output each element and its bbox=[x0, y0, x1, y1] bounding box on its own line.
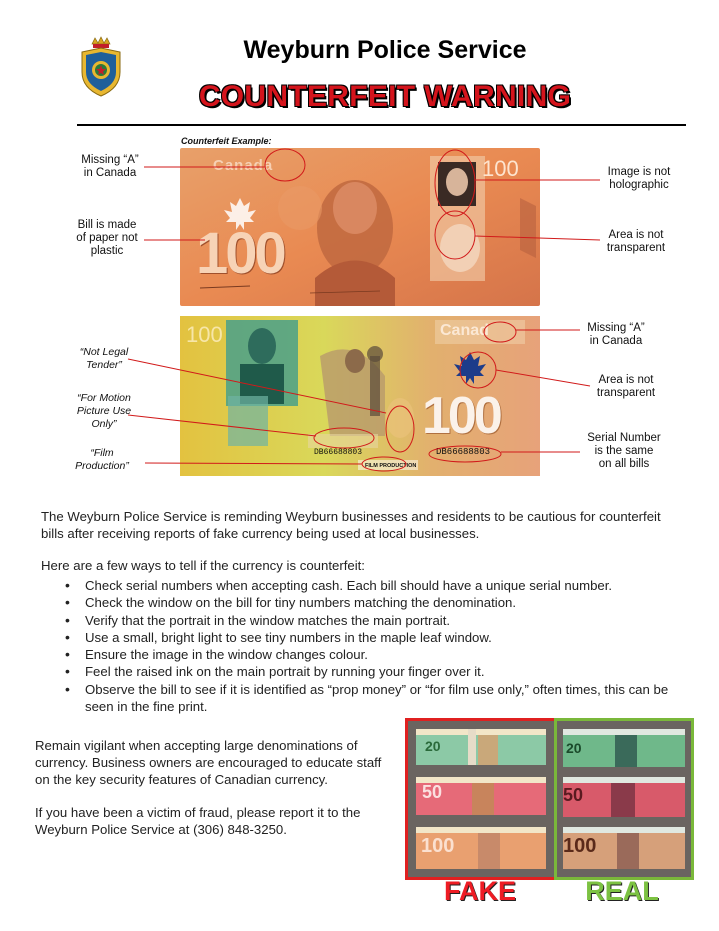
fake-100-label: 100 bbox=[421, 835, 455, 857]
tip-item: • Check serial numbers when accepting cash. Each bill should have a unique serial number. bbox=[63, 577, 693, 594]
vigilant-paragraph: Remain vigilant when accepting large denominations of currency. Business owners are encouraged to educate staff on the key security features of Canadian currency. bbox=[35, 738, 382, 787]
bill1-small-denomination: 100 bbox=[482, 156, 519, 181]
real-50-label: 50 bbox=[563, 785, 584, 805]
tip-item: • Use a small, bright light to see tiny numbers in the maple leaf window. bbox=[63, 629, 693, 646]
callout-missing-a-2: Missing “A” in Canada bbox=[587, 322, 645, 347]
tip-item: • Check the window on the bill for tiny numbers matching the denomination. bbox=[63, 594, 693, 611]
page-title: Weyburn Police Service bbox=[243, 36, 527, 64]
callout-film-production: “Film Production” bbox=[75, 447, 129, 472]
fake-label: FAKE bbox=[443, 876, 516, 906]
bill2-film-production-text: FILM PRODUCTION bbox=[365, 463, 417, 469]
bill2-serial-right: DB66688803 bbox=[436, 447, 491, 457]
callout-motion-picture: “For Motion Picture Use Only” bbox=[76, 392, 132, 430]
intro-paragraph: The Weyburn Police Service is reminding Weyburn businesses and residents to be cautious for counterfeit bills after receiving reports of fake currency being used at local businesses. bbox=[41, 509, 661, 541]
counterfeit-example-label: Counterfeit Example: bbox=[181, 136, 272, 146]
ways-heading: Here are a few ways to tell if the currency is counterfeit: bbox=[41, 558, 365, 573]
callout-not-legal-tender: “Not Legal Tender” bbox=[79, 346, 129, 371]
fake-50-label: 50 bbox=[422, 782, 443, 802]
bill2-large-denomination: 100 bbox=[422, 387, 500, 445]
tip-item: • Verify that the portrait in the window matches the main portrait. bbox=[63, 612, 693, 629]
bill1-canada-word: Canada bbox=[213, 157, 274, 174]
fake-20-label: 20 bbox=[425, 738, 441, 754]
callout-not-holographic: Image is not holographic bbox=[607, 166, 671, 191]
bill2-small-denomination: 100 bbox=[186, 322, 223, 347]
tips-list bbox=[63, 577, 693, 715]
callout-paper-not-plastic: Bill is made of paper not plastic bbox=[76, 219, 138, 257]
tip-item: • Feel the raised ink on the main portrait by running your finger over it. bbox=[63, 663, 693, 680]
callout-not-transparent-1: Area is not transparent bbox=[606, 229, 666, 254]
callout-not-transparent-2: Area is not transparent bbox=[596, 374, 656, 399]
callout-missing-a-1: Missing “A” in Canada bbox=[81, 154, 139, 179]
bill1-large-denomination: 100 bbox=[196, 221, 284, 286]
bill2-canada-word: Canad bbox=[440, 322, 489, 339]
tip-item: • Ensure the image in the window changes colour. bbox=[63, 646, 693, 663]
real-label: REAL bbox=[585, 876, 659, 906]
bill2-serial-left: DB66688803 bbox=[314, 448, 363, 457]
real-20-label: 20 bbox=[566, 740, 582, 756]
callout-serial-number: Serial Number is the same on all bills bbox=[587, 432, 661, 470]
real-100-label: 100 bbox=[563, 835, 597, 857]
counterfeit-warning-heading: COUNTERFEIT WARNING bbox=[198, 80, 572, 113]
tip-item: • Observe the bill to see if it is identified as “prop money” or “for film use only,” often times, this can be seen in the fine print. bbox=[63, 681, 693, 716]
report-paragraph: If you have been a victim of fraud, please report it to the Weyburn Police Service at (306) 848-3250. bbox=[35, 805, 361, 837]
